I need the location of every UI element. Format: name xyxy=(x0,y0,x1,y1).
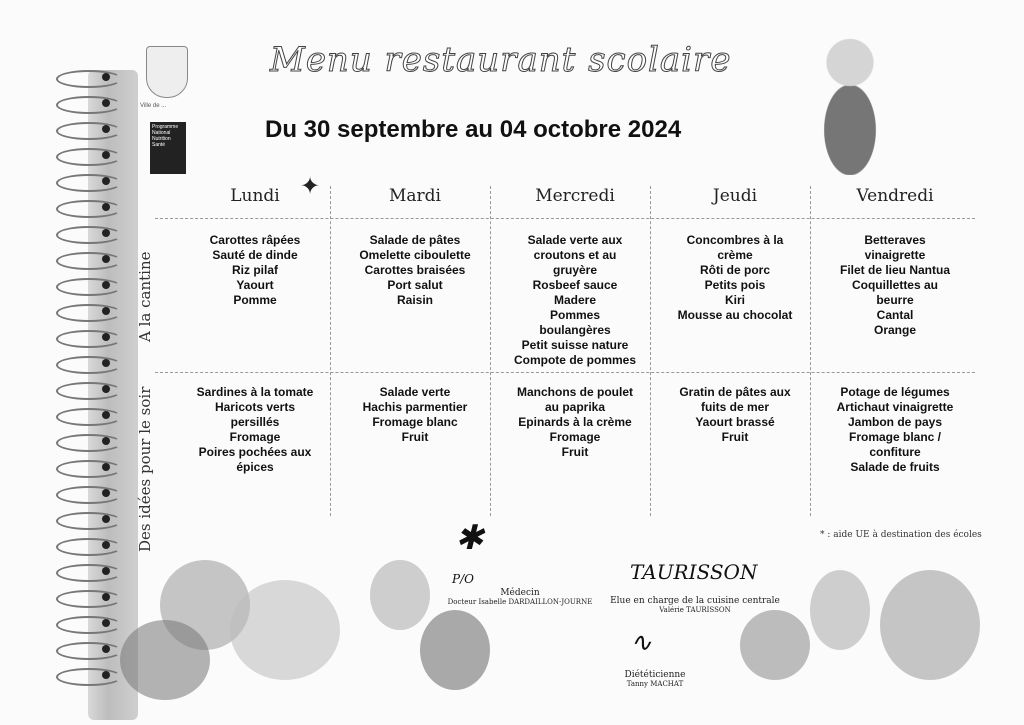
menu-item: Raisin xyxy=(396,293,433,307)
menu-item: crème xyxy=(717,248,753,262)
medecin-po: P/O xyxy=(452,572,474,586)
binding-hole xyxy=(102,489,110,497)
town-crest-logo xyxy=(146,46,188,98)
menu-item: Salade de fruits xyxy=(850,460,940,474)
binding-ring xyxy=(56,174,122,192)
menu-item: persillés xyxy=(230,415,280,429)
week-dates: Du 30 septembre au 04 octobre 2024 xyxy=(265,116,682,143)
binding-hole xyxy=(102,359,110,367)
binding-hole xyxy=(102,125,110,133)
menu-item: vinaigrette xyxy=(864,248,926,262)
medecin-signature: ✱ xyxy=(455,518,484,558)
binding-hole xyxy=(102,463,110,471)
binding-hole xyxy=(102,203,110,211)
menu-item: Compote de pommes xyxy=(513,353,636,367)
menu-item: beurre xyxy=(876,293,914,307)
day-mardi: Mardi xyxy=(389,186,441,206)
menu-item: Coquillettes au xyxy=(851,278,938,292)
girl-illustration xyxy=(790,25,910,175)
dieteticienne-signature: ∿ xyxy=(630,628,652,658)
page-title: Menu restaurant scolaire xyxy=(270,40,732,80)
binding-ring xyxy=(56,512,122,530)
menu-item: Petit suisse nature xyxy=(521,338,629,352)
soir-cell xyxy=(815,385,975,475)
dieteticienne-block xyxy=(600,670,710,688)
soir-cell xyxy=(175,385,335,475)
menu-item: Manchons de poulet xyxy=(516,385,633,399)
day-vendredi: Vendredi xyxy=(856,186,934,206)
menu-item: Salade de pâtes xyxy=(369,233,461,247)
elue-block xyxy=(605,596,785,614)
menu-item: épices xyxy=(236,460,274,474)
menu-item: Fruit xyxy=(721,430,749,444)
binding-ring xyxy=(56,278,122,296)
binding-hole xyxy=(102,411,110,419)
soir-cell xyxy=(655,385,815,445)
cantine-cell xyxy=(815,233,975,338)
binding-ring xyxy=(56,642,122,660)
menu-item: Sauté de dinde xyxy=(212,248,298,262)
spiral-binding xyxy=(28,40,128,660)
bird-icon: ✦ xyxy=(300,173,321,200)
menu-item: Fromage blanc xyxy=(372,415,458,429)
binding-ring xyxy=(56,616,122,634)
bread-illustration xyxy=(880,570,980,680)
soir-cell xyxy=(495,385,655,460)
pie-illustration xyxy=(230,580,340,680)
cantine-cell xyxy=(655,233,815,323)
menu-item: Fromage blanc / xyxy=(848,430,942,444)
medecin-block xyxy=(445,588,595,606)
eu-aid-note: * : aide UE à destination des écoles xyxy=(820,530,982,540)
menu-item: Fruit xyxy=(401,430,429,444)
soir-cell xyxy=(335,385,495,445)
menu-item: Carottes braisées xyxy=(364,263,466,277)
menu-item: Fromage xyxy=(229,430,281,444)
medecin-name: Docteur Isabelle DARDAILLON-JOURNE xyxy=(447,598,593,606)
binding-ring xyxy=(56,460,122,478)
cabbage-illustration xyxy=(420,610,490,690)
binding-hole xyxy=(102,515,110,523)
binding-ring xyxy=(56,564,122,582)
menu-item: Artichaut vinaigrette xyxy=(836,400,954,414)
cantine-cell xyxy=(335,233,495,308)
day-jeudi: Jeudi xyxy=(712,186,758,206)
binding-hole xyxy=(102,567,110,575)
pencils-illustration xyxy=(810,570,870,650)
menu-item: Haricots verts xyxy=(214,400,296,414)
binding-ring xyxy=(56,148,122,166)
binding-ring xyxy=(56,382,122,400)
menu-item: Port salut xyxy=(387,278,443,292)
menu-item: Yaourt xyxy=(236,278,274,292)
menu-item: Omelette ciboulette xyxy=(359,248,471,262)
menu-item: Jambon de pays xyxy=(847,415,943,429)
menu-item: fuits de mer xyxy=(700,400,769,414)
elue-role: Elue en charge de la cuisine centrale xyxy=(610,596,780,606)
menu-item: Petits pois xyxy=(704,278,766,292)
grid-line-middle xyxy=(155,372,975,373)
menu-item: Fruit xyxy=(561,445,589,459)
menu-item: Potage de légumes xyxy=(840,385,950,399)
binding-ring xyxy=(56,70,122,88)
medecin-role: Médecin xyxy=(500,588,540,598)
binding-hole xyxy=(102,99,110,107)
menu-item: Mousse au chocolat xyxy=(677,308,793,322)
elue-name: Valérie TAURISSON xyxy=(659,606,731,614)
binding-ring xyxy=(56,356,122,374)
grid-line-top xyxy=(155,218,975,219)
menu-item: Orange xyxy=(873,323,916,337)
binding-ring xyxy=(56,486,122,504)
binding-hole xyxy=(102,593,110,601)
binding-hole xyxy=(102,671,110,679)
binding-hole xyxy=(102,177,110,185)
binding-ring xyxy=(56,200,122,218)
binding-ring xyxy=(56,226,122,244)
menu-item: croutons et au xyxy=(533,248,617,262)
day-mercredi: Mercredi xyxy=(535,186,615,206)
menu-item: Filet de lieu Nantua xyxy=(839,263,950,277)
binding-ring xyxy=(56,330,122,348)
elue-signature: TAURISSON xyxy=(630,560,758,584)
menu-item: Pomme xyxy=(233,293,277,307)
binding-hole xyxy=(102,307,110,315)
binding-ring xyxy=(56,96,122,114)
binding-ring xyxy=(56,538,122,556)
child-illustration xyxy=(370,560,430,630)
binding-hole xyxy=(102,541,110,549)
menu-item: Salade verte xyxy=(379,385,451,399)
menu-item: Carottes râpées xyxy=(209,233,301,247)
menu-item: boulangères xyxy=(539,323,611,337)
day-lundi: Lundi xyxy=(230,186,280,206)
cantine-cell xyxy=(495,233,655,368)
menu-item: Betteraves xyxy=(864,233,926,247)
binding-ring xyxy=(56,590,122,608)
menu-item: Epinards à la crème xyxy=(518,415,632,429)
dieteticienne-name: Tanny MACHAT xyxy=(626,680,684,688)
menu-item: Fromage xyxy=(549,430,601,444)
menu-item: Madere xyxy=(553,293,597,307)
binding-ring xyxy=(56,668,122,686)
binding-hole xyxy=(102,619,110,627)
binding-hole xyxy=(102,73,110,81)
binding-ring xyxy=(56,408,122,426)
menu-item: Hachis parmentier xyxy=(362,400,468,414)
menu-item: Pommes xyxy=(549,308,601,322)
binding-hole xyxy=(102,437,110,445)
binding-hole xyxy=(102,645,110,653)
binding-hole xyxy=(102,333,110,341)
day-headers xyxy=(175,186,975,210)
binding-hole xyxy=(102,151,110,159)
menu-item: Gratin de pâtes aux xyxy=(679,385,791,399)
vegetable-illustration xyxy=(120,620,210,700)
menu-item: confiture xyxy=(869,445,921,459)
binding-hole xyxy=(102,385,110,393)
binding-hole xyxy=(102,255,110,263)
menu-item: Poires pochées aux xyxy=(198,445,312,459)
menu-item: Salade verte aux xyxy=(527,233,623,247)
menu-item: Kiri xyxy=(724,293,745,307)
menu-item: Concombres à la xyxy=(686,233,784,247)
crest-caption: Ville de ... xyxy=(140,103,167,109)
cantine-cell xyxy=(175,233,335,308)
binding-ring xyxy=(56,434,122,452)
binding-hole xyxy=(102,281,110,289)
binding-ring xyxy=(56,122,122,140)
menu-item: Cantal xyxy=(876,308,914,322)
row-label-soir: Des idées pour le soir xyxy=(136,386,154,552)
menu-item: Sardines à la tomate xyxy=(196,385,314,399)
menu-item: Rosbeef sauce xyxy=(532,278,618,292)
row-label-cantine: A la cantine xyxy=(136,251,154,342)
binding-hole xyxy=(102,229,110,237)
nutrition-program-logo: Programme National Nutrition Santé xyxy=(150,122,186,174)
dieteticienne-role: Diététicienne xyxy=(624,670,686,680)
menu-item: Riz pilaf xyxy=(231,263,278,277)
menu-item: Yaourt brassé xyxy=(695,415,775,429)
menu-item: au paprika xyxy=(544,400,606,414)
binding-ring xyxy=(56,304,122,322)
cake-illustration xyxy=(740,610,810,680)
binding-ring xyxy=(56,252,122,270)
menu-item: gruyère xyxy=(552,263,598,277)
menu-item: Rôti de porc xyxy=(699,263,770,277)
